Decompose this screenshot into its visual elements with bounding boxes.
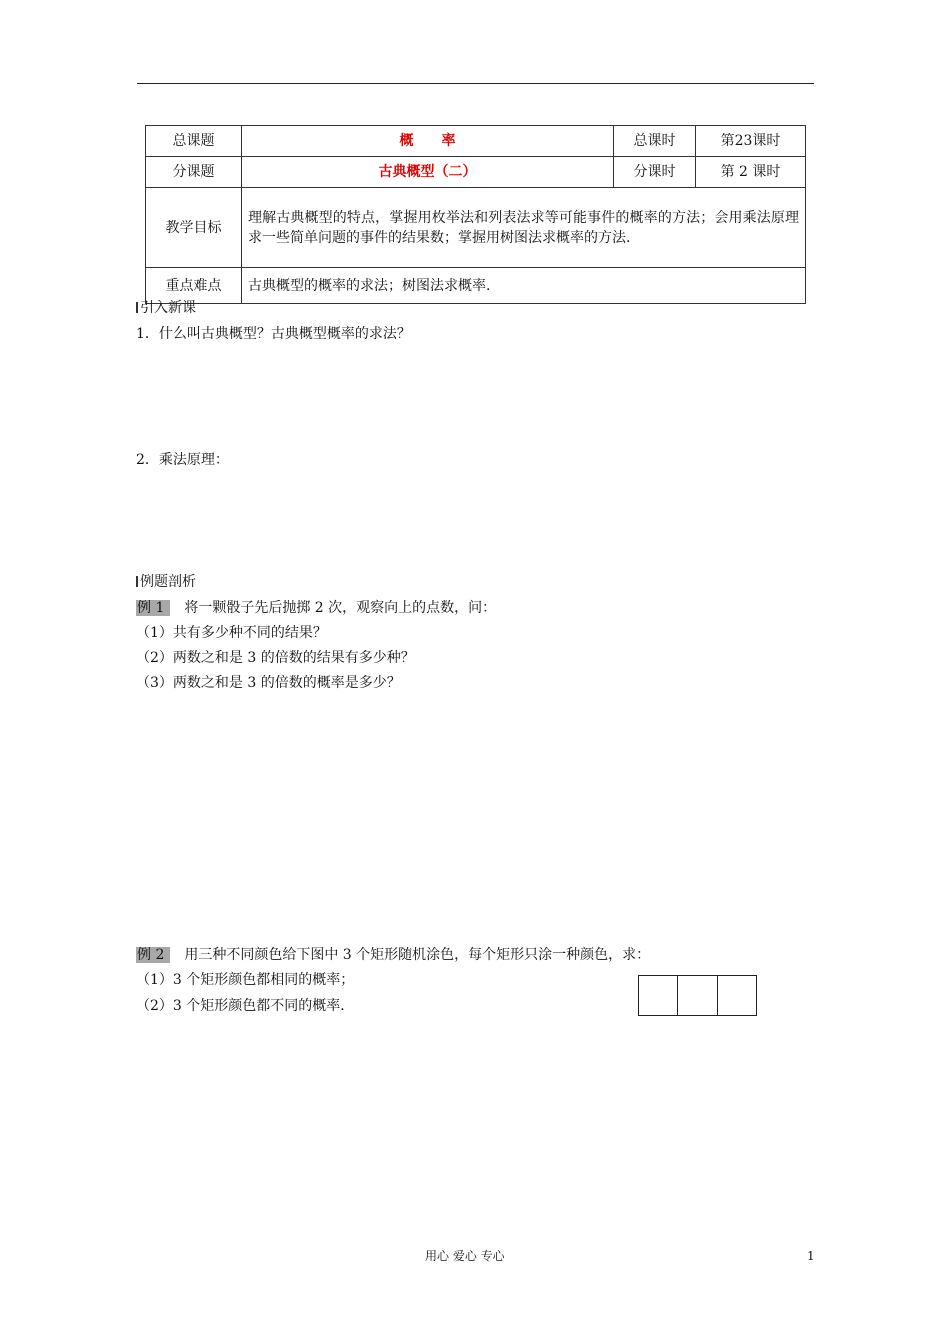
table-row [146,157,806,188]
label-cell: 教学目标 [146,188,242,268]
hours-label: 分课时 [614,157,696,188]
table-row [146,126,806,157]
table-row [146,188,806,268]
list-item: （1）3 个矩形颜色都相同的概率； [136,972,355,988]
label-cell: 总课题 [146,126,242,157]
hours-value: 第23课时 [696,126,806,157]
table-row [146,268,806,304]
objectives-text: 理解古典概型的特点，掌握用枚举法和列表法求等可能事件的概率的方法；会用乘法原理求一些简单问题的事件的结果数；掌握用树图法求概率的方法. [242,188,806,268]
lesson-info-table [145,125,806,304]
example-tag: 例 2 [136,947,170,963]
footer-motto: 用心 爱心 专心 [425,1249,505,1263]
question-2: 2．乘法原理： [136,452,229,468]
question-1: 1．什么叫古典概型？古典概型概率的求法？ [136,326,411,342]
rectangle [718,976,756,1015]
header-rule [137,83,814,84]
list-item: （1）共有多少种不同的结果？ [136,625,327,641]
example-2: 例 2 用三种不同颜色给下图中 3 个矩形随机涂色，每个矩形只涂一种颜色，求： [137,947,651,963]
example-tag: 例 1 [136,600,170,616]
page-number: 1 [807,1249,815,1263]
three-rectangles-figure [638,975,757,1016]
example-1: 例 1 将一颗骰子先后抛掷 2 次，观察向上的点数，问： [137,600,497,616]
list-item: （2）3 个矩形颜色都不同的概率. [136,998,345,1014]
bullet-icon [136,576,138,587]
rectangle [678,976,717,1015]
label-cell: 重点难点 [146,268,242,304]
list-item: （3）两数之和是 3 的倍数的概率是多少？ [136,675,401,691]
hours-value: 第 2 课时 [696,157,806,188]
label-cell: 分课题 [146,157,242,188]
list-item: （2）两数之和是 3 的倍数的结果有多少种？ [136,650,415,666]
key-points-text: 古典概型的概率的求法；树图法求概率. [242,268,806,304]
rectangle [639,976,678,1015]
hours-label: 总课时 [614,126,696,157]
bullet-icon [136,302,138,313]
section-heading: 例题剖析 [136,572,196,592]
topic-title: 概 率 [242,126,614,157]
section-heading: 引入新课 [136,298,196,318]
subtopic-title: 古典概型（二） [242,157,614,188]
